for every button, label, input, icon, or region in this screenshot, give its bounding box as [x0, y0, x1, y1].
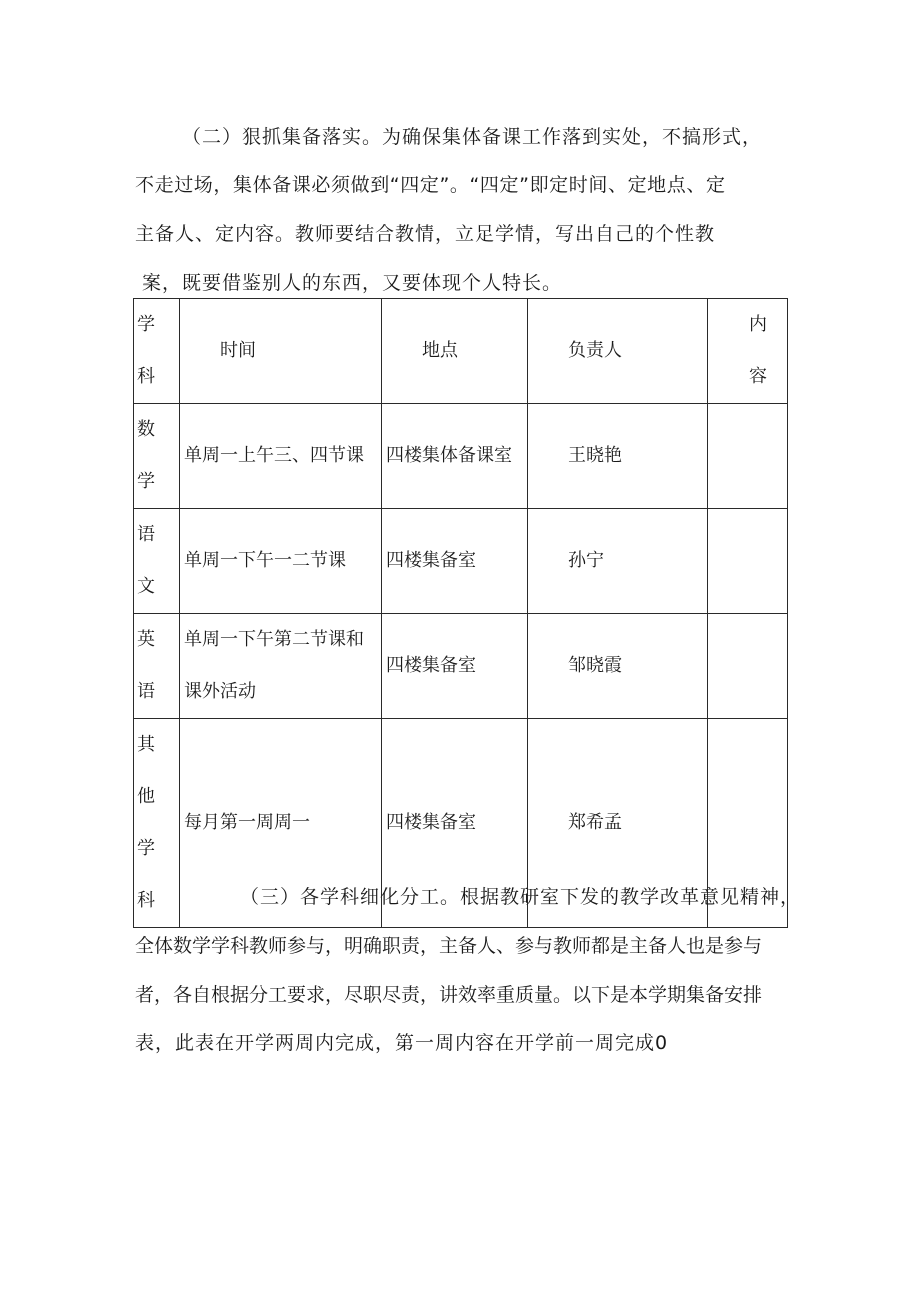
time-cell: 单周一下午第二节课和课外活动 — [180, 614, 382, 719]
place-cell: 四楼集备室 — [382, 614, 528, 719]
subject-cell: 英语 — [134, 614, 180, 719]
content-cell — [708, 404, 788, 509]
subject-cell: 数学 — [134, 404, 180, 509]
table-row — [134, 509, 788, 614]
header-person: 负责人 — [528, 299, 708, 404]
time-cell: 单周一上午三、四节课 — [180, 404, 382, 509]
table-header-row — [134, 299, 788, 404]
place-cell: 四楼集体备课室 — [382, 404, 528, 509]
paragraph2-line-4: 表，此表在开学两周内完成，第一周内容在开学前一周完成0 — [135, 1032, 669, 1054]
person-cell: 王晓艳 — [528, 404, 708, 509]
content-cell — [708, 509, 788, 614]
table-row — [134, 614, 788, 719]
time-cell: 每月第一周周一 — [180, 719, 382, 928]
table-row — [134, 404, 788, 509]
content-cell — [708, 614, 788, 719]
header-subject: 学科 — [134, 299, 180, 404]
paragraph1-line-3: 主备人、定内容。教师要结合教情，立足学情，写出自己的个性教 — [135, 223, 716, 245]
paragraph1-line-4: 案，既要借鉴别人的东西，又要体现个人特长。 — [142, 272, 563, 294]
paragraph1-line-1: （二）狠抓集备落实。为确保集体备课工作落到实处，不搞形式， — [182, 126, 763, 148]
paragraph2-line-1: （三）各学科细化分工。根据教研室下发的教学改革意见精神， — [240, 886, 801, 908]
place-cell: 四楼集备室 — [382, 509, 528, 614]
person-cell: 邹晓霞 — [528, 614, 708, 719]
time-cell: 单周一下午一二节课 — [180, 509, 382, 614]
person-cell: 郑希孟 — [528, 719, 708, 928]
header-content: 内容 — [708, 299, 788, 404]
schedule-table — [133, 298, 788, 928]
paragraph2-line-3: 者，各自根据分工要求，尽职尽责，讲效率重质量。以下是本学期集备安排 — [135, 984, 763, 1006]
header-time: 时间 — [180, 299, 382, 404]
person-cell: 孙宁 — [528, 509, 708, 614]
paragraph1-line-2: 不走过场，集体备课必须做到“四定”。“四定”即定时间、定地点、定 — [135, 174, 726, 196]
paragraph2-line-2: 全体数学学科教师参与，明确职责，主备人、参与教师都是主备人也是参与 — [135, 935, 763, 957]
place-cell: 四楼集备室 — [382, 719, 528, 928]
subject-cell: 语文 — [134, 509, 180, 614]
header-place: 地点 — [382, 299, 528, 404]
subject-cell: 其他学科 — [134, 719, 180, 928]
